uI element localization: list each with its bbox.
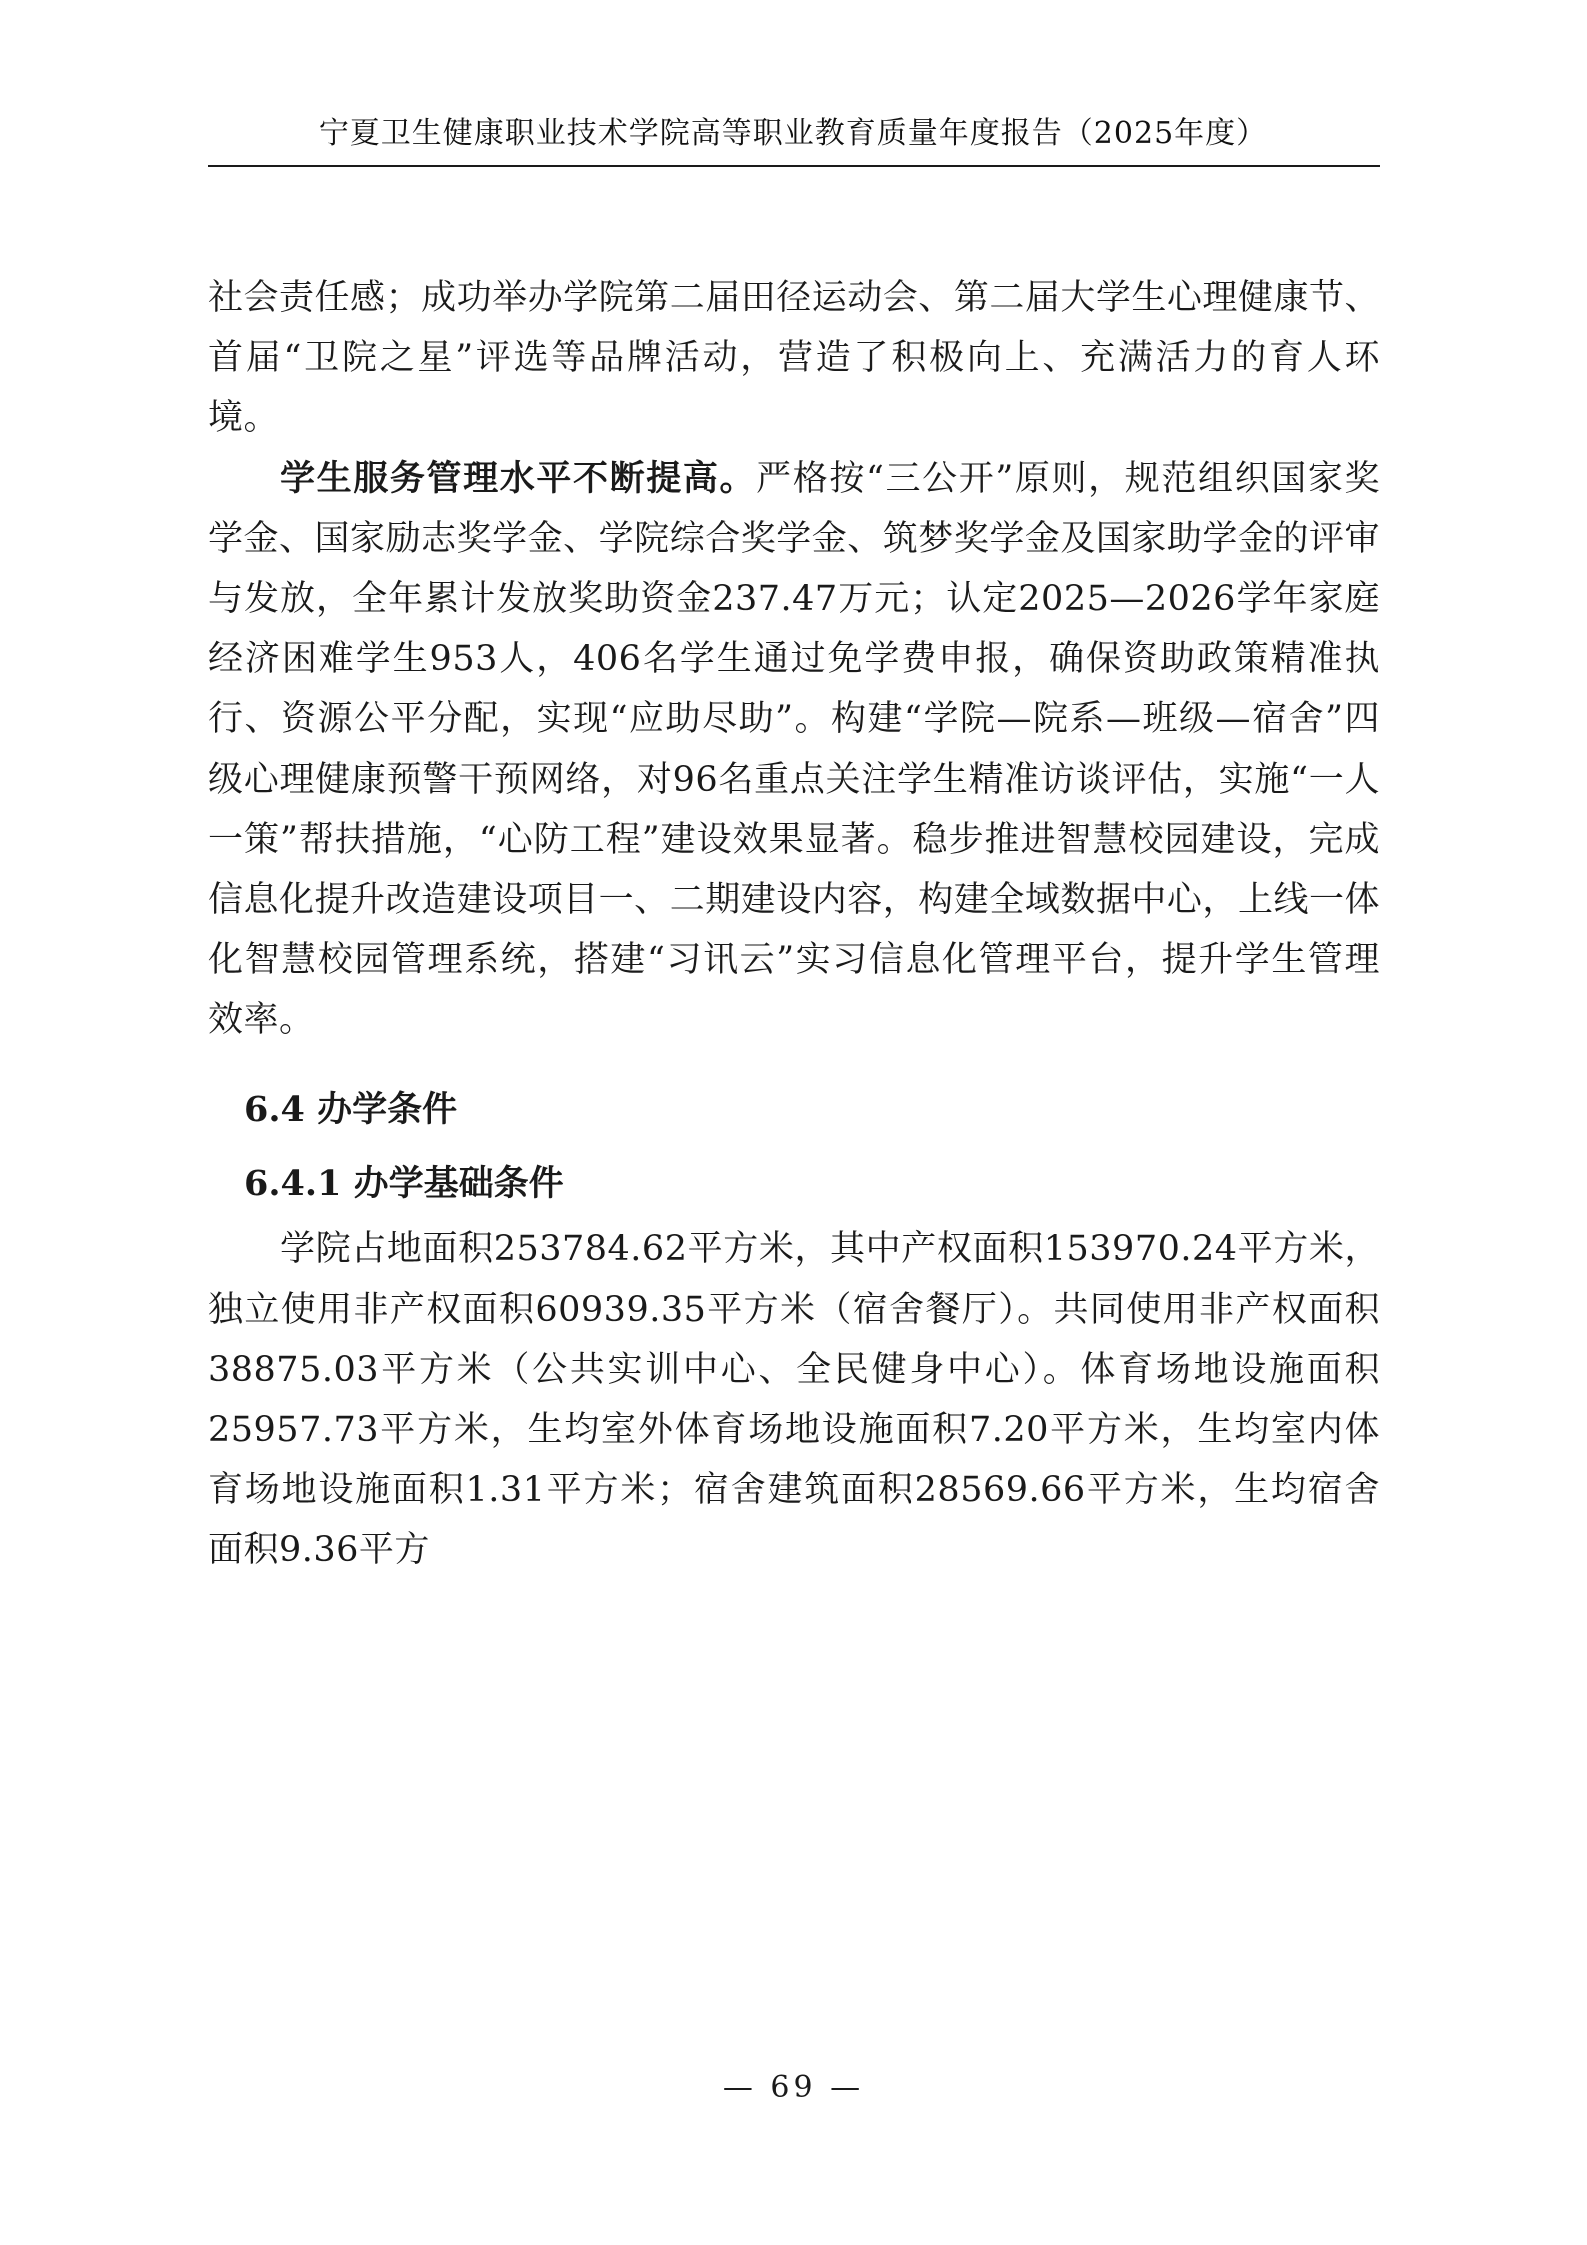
paragraph-2-rest: 严格按“三公开”原则，规范组织国家奖学金、国家励志奖学金、学院综合奖学金、筑梦奖学金及国家助学金的评审与发放，全年累计发放奖助资金237.47万元；认定2025—2026学年家庭经济困难学生953人，406名学生通过免学费申报，确保资助政策精准执行、资源公平分配，实现“应助尽助”。构建“学院—院系—班级—宿舍”四级心理健康预警干预网络，对96名重点关注学生精准访谈评估，实施“一人一策”帮扶措施，“心防工程”建设效果显著。稳步推进智慧校园建设，完成信息化提升改造建设项目一、二期建设内容，构建全域数据中心，上线一体化智慧校园管理系统，搭建“习讯云”实习信息化管理平台，提升学生管理效率。 bbox=[208, 458, 1380, 1041]
subsection-heading-6-4-1: 6.4.1 办学基础条件 bbox=[244, 1162, 564, 1204]
paragraph-2-lead: 学生服务管理水平不断提高。 bbox=[280, 457, 757, 499]
header-divider bbox=[208, 165, 1380, 167]
page-content bbox=[208, 268, 1380, 1581]
paragraph-3: 学院占地面积253784.62平方米，其中产权面积153970.24平方米，独立使用非产权面积60939.35平方米（宿舍餐厅）。共同使用非产权面积38875.03平方米（公共实训中心、全民健身中心）。体育场地设施面积25957.73平方米，生均室外体育场地设施面积7.20平方米，生均室内体育场地设施面积1.31平方米；宿舍建筑面积28569.66平方米，生均宿舍面积9.36平方 bbox=[208, 1229, 1380, 1571]
page-number: — 69 — bbox=[722, 2070, 865, 2105]
running-header: 宁夏卫生健康职业技术学院高等职业教育质量年度报告（2025年度） bbox=[318, 116, 1268, 151]
paragraph-2 bbox=[208, 449, 1380, 1051]
section-heading-6-4: 6.4 办学条件 bbox=[244, 1089, 458, 1131]
paragraph-1: 社会责任感；成功举办学院第二届田径运动会、第二届大学生心理健康节、首届“卫院之星”评选等品牌活动，营造了积极向上、充满活力的育人环境。 bbox=[208, 278, 1380, 439]
